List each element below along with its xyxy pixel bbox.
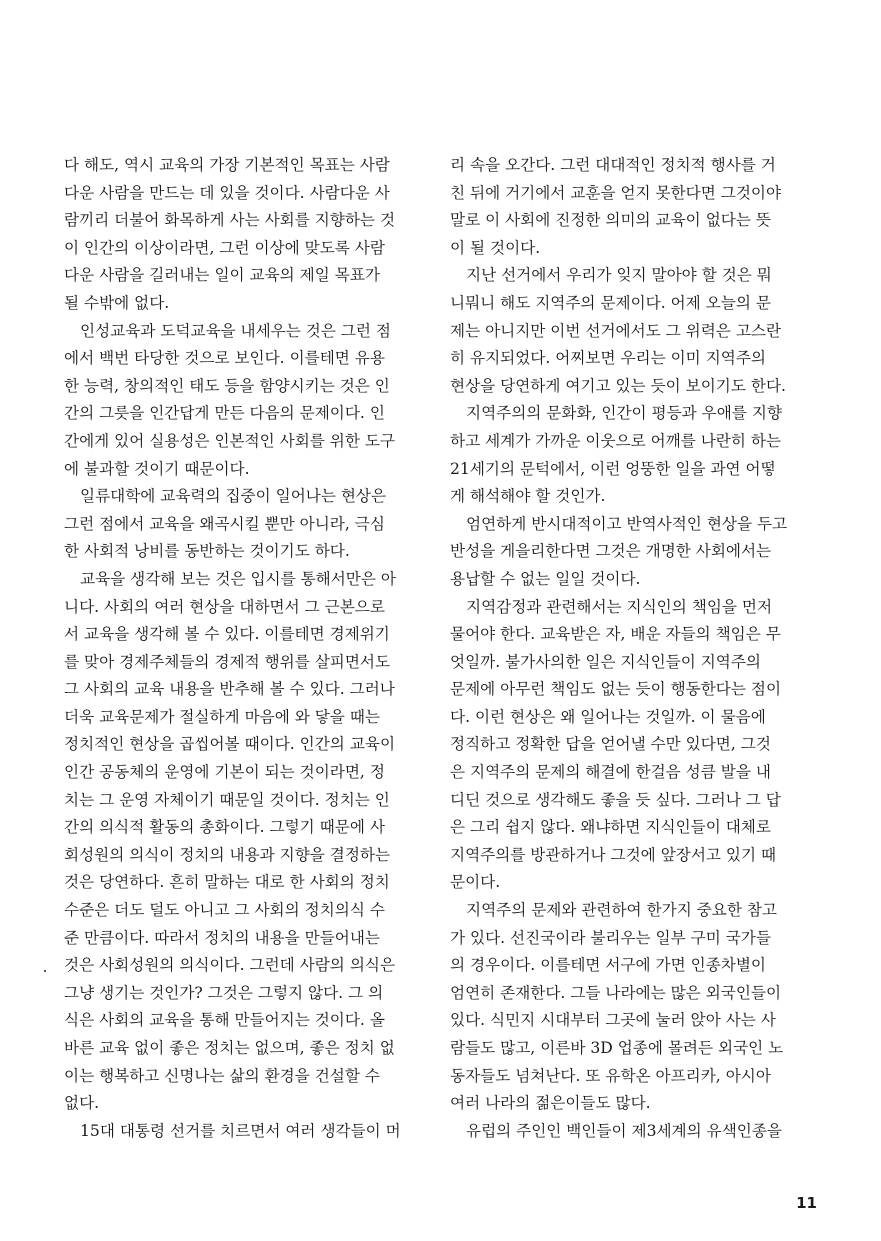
text-line: 은 지역주의 문제의 해결에 한걸음 성큼 발을 내 [450, 763, 771, 782]
text-line: 니뭐니 해도 지역주의 문제이다. 어제 오늘의 문 [450, 293, 771, 312]
text-line: 히 유지되었다. 어찌보면 우리는 이미 지역주의 [450, 349, 766, 368]
text-line: 반성을 게을리한다면 그것은 개명한 사회에서는 [450, 542, 772, 561]
paragraph-start-line: 지난 선거에서 우리가 잊지 말아야 할 것은 뭐 [466, 266, 772, 285]
paragraph-start-line: 교육을 생각해 보는 것은 입시를 통해서만은 아 [80, 569, 396, 588]
text-line: 간에게 있어 실용성은 인본적인 사회를 위한 도구 [64, 431, 396, 450]
paragraph-start-line: 일류대학에 교육력의 집중이 일어나는 현상은 [80, 487, 387, 506]
text-line: 엇일까. 불가사의한 일은 지식인들이 지역주의 [450, 652, 761, 671]
paragraph-start-line: 15대 대통령 선거를 치르면서 여러 생각들이 머 [80, 1121, 401, 1140]
text-line: 이 될 것이다. [450, 238, 541, 257]
text-line: 이는 행복하고 신명나는 삶의 환경을 건설할 수 [64, 1066, 380, 1085]
text-line: 될 수밖에 없다. [64, 293, 170, 312]
text-line: 간의 그릇을 인간답게 만든 다음의 문제이다. 인 [64, 404, 385, 423]
scan-speck [44, 970, 46, 972]
text-line: 그런 점에서 교육을 왜곡시킬 뿐만 아니라, 극심 [64, 514, 385, 533]
text-line: 없다. [64, 1094, 100, 1113]
text-line: 다운 사람을 길러내는 일이 교육의 제일 목표가 [64, 266, 380, 285]
text-line: 다. 이런 현상은 왜 일어나는 것일까. 이 물음에 [450, 707, 766, 726]
text-line: 용납할 수 없는 일일 것이다. [450, 569, 641, 588]
text-line: 의 경우이다. 이를테면 서구에 가면 인종차별이 [450, 956, 766, 975]
left-text-column [64, 152, 419, 1145]
text-line: 하고 세계가 가까운 이웃으로 어깨를 나란히 하는 [450, 431, 782, 450]
text-line: 현상을 당연하게 여기고 있는 듯이 보이기도 한다. [450, 376, 786, 395]
text-line: 있다. 식민지 시대부터 그곳에 눌러 앉아 사는 사 [450, 1011, 776, 1030]
page-number: 11 [796, 1194, 817, 1212]
text-line: 물어야 한다. 교육받은 자, 배운 자들의 책임은 무 [450, 625, 781, 644]
text-line: 니다. 사회의 여러 현상을 대하면서 그 근본으로 [64, 597, 385, 616]
text-line: 간의 의식적 활동의 총화이다. 그렇기 때문에 사 [64, 818, 385, 837]
text-line: 그 사회의 교육 내용을 반추해 볼 수 있다. 그러나 [64, 680, 395, 699]
text-line: 것은 사회성원의 의식이다. 그런데 사람의 의식은 [64, 956, 396, 975]
text-line: 이 인간의 이상이라면, 그런 이상에 맞도록 사람 [64, 238, 385, 257]
text-line: 람끼리 더불어 화목하게 사는 사회를 지향하는 것 [64, 211, 396, 230]
paragraph-start-line: 엄연하게 반시대적이고 반역사적인 현상을 두고 [466, 514, 788, 533]
text-line: 식은 사회의 교육을 통해 만들어지는 것이다. 올 [64, 1011, 385, 1030]
text-line: 더욱 교육문제가 절실하게 마음에 와 닿을 때는 [64, 707, 380, 726]
paragraph-start-line: 지역감정과 관련해서는 지식인의 책임을 먼저 [466, 597, 773, 616]
right-text-column [450, 152, 805, 1145]
text-line: 한 사회적 낭비를 동반하는 것이기도 하다. [64, 542, 350, 561]
text-line: 엄연히 존재한다. 그들 나라에는 많은 외국인들이 [450, 983, 782, 1002]
paragraph-start-line: 지역주의의 문화화, 인간이 평등과 우애를 지향 [466, 404, 782, 423]
text-line: 치는 그 운영 자체이기 때문일 것이다. 정치는 인 [64, 790, 390, 809]
text-line: 수준은 더도 덜도 아니고 그 사회의 정치의식 수 [64, 901, 385, 920]
text-line: 회성원의 의식이 정치의 내용과 지향을 결정하는 [64, 845, 391, 864]
paragraph-start-line: 지역주의 문제와 관련하여 한가지 중요한 참고 [466, 901, 777, 920]
text-line: 그냥 생기는 것인가? 그것은 그렇지 않다. 그 의 [64, 983, 384, 1002]
text-line: 정치적인 현상을 곱씹어볼 때이다. 인간의 교육이 [64, 735, 396, 754]
text-line: 동자들도 넘쳐난다. 또 유학온 아프리카, 아시아 [450, 1066, 771, 1085]
text-line: 은 그리 쉽지 않다. 왜냐하면 지식인들이 대체로 [450, 818, 771, 837]
text-line: 말로 이 사회에 진정한 의미의 교육이 없다는 뜻 [450, 211, 771, 230]
text-line: 리 속을 오간다. 그런 대대적인 정치적 행사를 거 [450, 156, 776, 174]
text-line: 다 해도, 역시 교육의 가장 기본적인 목표는 사람 [64, 156, 390, 174]
text-line: 인간 공동체의 운영에 기본이 되는 것이라면, 정 [64, 763, 385, 782]
text-line: 람들도 많고, 이른바 3D 업종에 몰려든 외국인 노 [450, 1039, 784, 1057]
text-line: 21세기의 문턱에서, 이런 엉뚱한 일을 과연 어떻 [450, 459, 776, 478]
text-line: 에서 백번 타당한 것으로 보인다. 이를테면 유용 [64, 349, 385, 368]
paragraph-start-line: 유럽의 주인인 백인들이 제3세계의 유색인종을 [466, 1121, 782, 1140]
text-line: 문제에 아무런 책임도 없는 듯이 행동한다는 점이 [450, 680, 782, 699]
text-line: 준 만큼이다. 따라서 정치의 내용을 만들어내는 [64, 928, 380, 947]
text-line: 여러 나라의 젊은이들도 많다. [450, 1094, 651, 1113]
text-line: 문이다. [450, 873, 501, 892]
text-line: 것은 당연하다. 흔히 말하는 대로 한 사회의 정치 [64, 873, 390, 892]
text-line: 한 능력, 창의적인 태도 등을 함양시키는 것은 인 [64, 376, 390, 395]
text-line: 제는 아니지만 이번 선거에서도 그 위력은 고스란 [450, 321, 782, 340]
text-line: 서 교육을 생각해 볼 수 있다. 이를테면 경제위기 [64, 625, 390, 644]
text-line: 가 있다. 선진국이라 불리우는 일부 구미 국가들 [450, 928, 771, 947]
paragraph-start-line: 인성교육과 도덕교육을 내세우는 것은 그런 점 [80, 321, 391, 340]
text-line: 다운 사람을 만드는 데 있을 것이다. 사람다운 사 [64, 183, 390, 202]
text-line: 바른 교육 없이 좋은 정치는 없으며, 좋은 정치 없 [64, 1039, 395, 1057]
text-line: 에 불과할 것이기 때문이다. [64, 459, 250, 478]
text-line: 친 뒤에 거기에서 교훈을 얻지 못한다면 그것이야 [450, 183, 782, 202]
text-line: 를 맞아 경제주체들의 경제적 행위를 살피면서도 [64, 652, 391, 671]
text-line: 디딘 것으로 생각해도 좋을 듯 싶다. 그러나 그 답 [450, 790, 781, 809]
text-line: 지역주의를 방관하거나 그것에 앞장서고 있기 때 [450, 845, 777, 864]
text-line: 게 해석해야 할 것인가. [450, 487, 606, 506]
text-line: 정직하고 정확한 답을 얻어낼 수만 있다면, 그것 [450, 735, 771, 754]
